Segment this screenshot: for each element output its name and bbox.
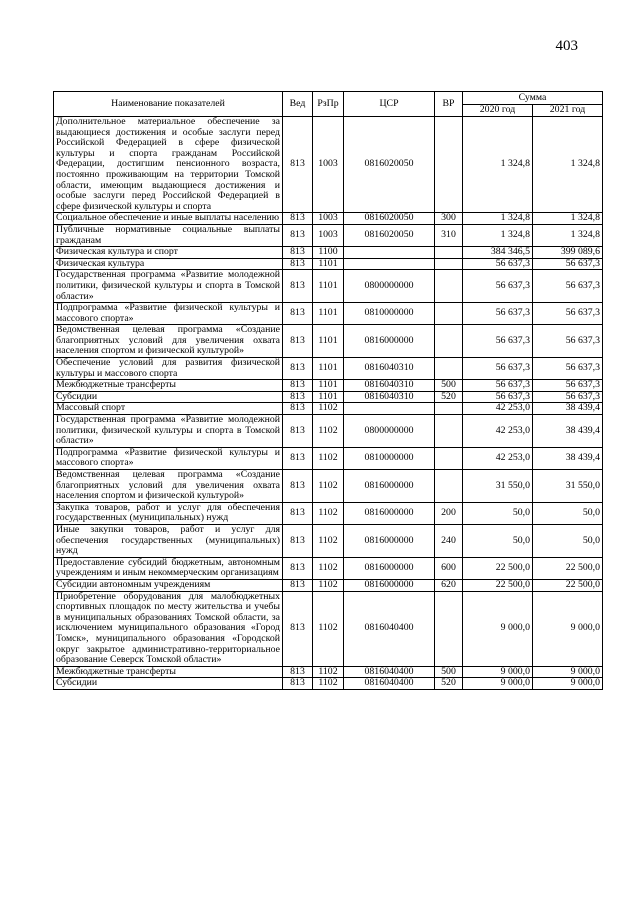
table-row	[54, 502, 603, 524]
cell-2021: 38 439,4	[533, 447, 603, 469]
cell-vr	[435, 470, 463, 503]
cell-csr: 0816040400	[344, 591, 435, 666]
cell-vr	[435, 325, 463, 358]
cell-vr: 520	[435, 391, 463, 403]
cell-name: Дополнительное материальное обеспечение за выдающиеся достижения и особые заслуги перед Российской Федерацией в сфере физической культуры и спорта гражданам Российской Федерации, достигшим пенсионного возраста, постоянно проживающим на территории Томской области, имеющим выдающиеся достижения и особые заслуги перед Российской Федерацией в сфере физической культуры и спорта	[54, 117, 283, 213]
cell-rzpr: 1003	[313, 213, 344, 225]
cell-ved: 813	[283, 358, 313, 380]
cell-csr: 0816040310	[344, 380, 435, 392]
table-row	[54, 258, 603, 270]
cell-ved: 813	[283, 403, 313, 415]
cell-rzpr: 1101	[313, 391, 344, 403]
cell-2021: 1 324,8	[533, 117, 603, 213]
cell-csr: 0816000000	[344, 579, 435, 591]
header-vr: ВР	[435, 92, 463, 117]
page-number: 403	[555, 38, 578, 54]
cell-2020: 42 253,0	[463, 415, 533, 448]
cell-2021: 9 000,0	[533, 666, 603, 678]
cell-ved: 813	[283, 666, 313, 678]
cell-rzpr: 1102	[313, 591, 344, 666]
cell-2021: 56 637,3	[533, 303, 603, 325]
cell-vr	[435, 447, 463, 469]
cell-name: Обеспечение условий для развития физической культуры и массового спорта	[54, 358, 283, 380]
cell-name: Закупка товаров, работ и услуг для обеспечения государственных (муниципальных) нужд	[54, 502, 283, 524]
cell-name: Государственная программа «Развитие молодежной политики, физической культуры и спорта в Томской области»	[54, 415, 283, 448]
cell-2020: 42 253,0	[463, 403, 533, 415]
cell-name: Субсидии	[54, 391, 283, 403]
cell-rzpr: 1102	[313, 579, 344, 591]
cell-2020: 50,0	[463, 524, 533, 557]
cell-vr: 520	[435, 678, 463, 690]
cell-2021: 56 637,3	[533, 358, 603, 380]
cell-csr: 0800000000	[344, 270, 435, 303]
cell-2020: 1 324,8	[463, 117, 533, 213]
cell-csr: 0810000000	[344, 303, 435, 325]
cell-rzpr: 1102	[313, 415, 344, 448]
cell-name: Приобретение оборудования для малобюджетных спортивных площадок по месту жительства и учебы в муниципальных образованиях Томской области, за исключением муниципального образования «Город Томск», муниципального образования «Городской округ закрытое административно-территориальное образование Северск Томской области»	[54, 591, 283, 666]
cell-vr	[435, 358, 463, 380]
cell-vr: 240	[435, 524, 463, 557]
cell-rzpr: 1101	[313, 258, 344, 270]
table-row	[54, 270, 603, 303]
cell-2020: 56 637,3	[463, 303, 533, 325]
cell-ved: 813	[283, 117, 313, 213]
cell-name: Межбюджетные трансферты	[54, 380, 283, 392]
cell-2020: 22 500,0	[463, 579, 533, 591]
cell-csr: 0816000000	[344, 502, 435, 524]
cell-rzpr: 1102	[313, 502, 344, 524]
cell-rzpr: 1101	[313, 325, 344, 358]
cell-2021: 399 089,6	[533, 247, 603, 259]
cell-rzpr: 1101	[313, 358, 344, 380]
cell-ved: 813	[283, 502, 313, 524]
cell-ved: 813	[283, 415, 313, 448]
cell-csr: 0816020050	[344, 117, 435, 213]
cell-name: Социальное обеспечение и иные выплаты населению	[54, 213, 283, 225]
cell-ved: 813	[283, 591, 313, 666]
cell-ved: 813	[283, 325, 313, 358]
cell-vr: 500	[435, 666, 463, 678]
cell-2020: 1 324,8	[463, 213, 533, 225]
table-row	[54, 678, 603, 690]
cell-ved: 813	[283, 258, 313, 270]
cell-name: Субсидии автономным учреждениям	[54, 579, 283, 591]
header-csr: ЦСР	[344, 92, 435, 117]
cell-csr: 0816020050	[344, 224, 435, 246]
cell-csr	[344, 247, 435, 259]
cell-vr	[435, 258, 463, 270]
cell-ved: 813	[283, 391, 313, 403]
cell-vr: 600	[435, 557, 463, 579]
header-year-2021: 2021 год	[533, 105, 603, 117]
cell-csr: 0816040400	[344, 666, 435, 678]
table-row	[54, 358, 603, 380]
cell-rzpr: 1102	[313, 524, 344, 557]
cell-rzpr: 1100	[313, 247, 344, 259]
table-body	[54, 117, 603, 690]
header-year-2020: 2020 год	[463, 105, 533, 117]
cell-rzpr: 1102	[313, 403, 344, 415]
cell-2020: 56 637,3	[463, 391, 533, 403]
cell-2021: 22 500,0	[533, 579, 603, 591]
cell-2021: 56 637,3	[533, 258, 603, 270]
cell-ved: 813	[283, 224, 313, 246]
cell-ved: 813	[283, 524, 313, 557]
cell-csr: 0816000000	[344, 524, 435, 557]
table-row	[54, 470, 603, 503]
cell-2021: 38 439,4	[533, 403, 603, 415]
cell-2020: 9 000,0	[463, 591, 533, 666]
cell-name: Межбюджетные трансферты	[54, 666, 283, 678]
table-row	[54, 247, 603, 259]
cell-2020: 384 346,5	[463, 247, 533, 259]
cell-2021: 38 439,4	[533, 415, 603, 448]
cell-csr: 0816040310	[344, 358, 435, 380]
cell-ved: 813	[283, 579, 313, 591]
cell-csr: 0810000000	[344, 447, 435, 469]
table-row	[54, 579, 603, 591]
cell-ved: 813	[283, 380, 313, 392]
table-row	[54, 557, 603, 579]
cell-csr: 0816000000	[344, 470, 435, 503]
cell-vr: 620	[435, 579, 463, 591]
cell-2020: 56 637,3	[463, 325, 533, 358]
cell-rzpr: 1102	[313, 470, 344, 503]
cell-2021: 9 000,0	[533, 678, 603, 690]
cell-vr	[435, 270, 463, 303]
table-row	[54, 524, 603, 557]
cell-name: Иные закупки товаров, работ и услуг для обеспечения государственных (муниципальных) нужд	[54, 524, 283, 557]
cell-rzpr: 1102	[313, 447, 344, 469]
cell-ved: 813	[283, 213, 313, 225]
header-rzpr: РзПр	[313, 92, 344, 117]
cell-2020: 31 550,0	[463, 470, 533, 503]
cell-2020: 1 324,8	[463, 224, 533, 246]
cell-vr: 200	[435, 502, 463, 524]
cell-vr	[435, 247, 463, 259]
cell-ved: 813	[283, 678, 313, 690]
cell-2020: 9 000,0	[463, 678, 533, 690]
cell-2021: 31 550,0	[533, 470, 603, 503]
cell-2020: 56 637,3	[463, 270, 533, 303]
cell-rzpr: 1101	[313, 270, 344, 303]
table-row	[54, 447, 603, 469]
cell-name: Государственная программа «Развитие молодежной политики, физической культуры и спорта в Томской области»	[54, 270, 283, 303]
cell-2021: 50,0	[533, 502, 603, 524]
cell-2021: 9 000,0	[533, 591, 603, 666]
cell-rzpr: 1101	[313, 380, 344, 392]
cell-csr: 0800000000	[344, 415, 435, 448]
cell-2021: 1 324,8	[533, 213, 603, 225]
cell-csr: 0816040310	[344, 391, 435, 403]
budget-table	[53, 91, 603, 690]
cell-vr	[435, 403, 463, 415]
cell-rzpr: 1102	[313, 678, 344, 690]
cell-name: Публичные нормативные социальные выплаты гражданам	[54, 224, 283, 246]
cell-name: Физическая культура и спорт	[54, 247, 283, 259]
table-row	[54, 591, 603, 666]
cell-csr	[344, 258, 435, 270]
cell-name: Ведомственная целевая программа «Создание благоприятных условий для увеличения охвата населения спортом и физической культурой»	[54, 470, 283, 503]
table-row	[54, 403, 603, 415]
cell-name: Физическая культура	[54, 258, 283, 270]
cell-2021: 1 324,8	[533, 224, 603, 246]
cell-ved: 813	[283, 303, 313, 325]
cell-vr	[435, 117, 463, 213]
cell-rzpr: 1102	[313, 666, 344, 678]
cell-2021: 56 637,3	[533, 270, 603, 303]
cell-ved: 813	[283, 470, 313, 503]
cell-2021: 56 637,3	[533, 380, 603, 392]
cell-2020: 42 253,0	[463, 447, 533, 469]
cell-2020: 9 000,0	[463, 666, 533, 678]
cell-csr: 0816040400	[344, 678, 435, 690]
cell-2020: 56 637,3	[463, 380, 533, 392]
cell-name: Подпрограмма «Развитие физической культуры и массового спорта»	[54, 447, 283, 469]
cell-csr: 0816020050	[344, 213, 435, 225]
cell-2021: 56 637,3	[533, 325, 603, 358]
cell-2021: 50,0	[533, 524, 603, 557]
table-header	[54, 92, 603, 117]
table-row	[54, 117, 603, 213]
cell-rzpr: 1003	[313, 224, 344, 246]
cell-2020: 56 637,3	[463, 358, 533, 380]
cell-csr: 0816000000	[344, 557, 435, 579]
cell-2021: 22 500,0	[533, 557, 603, 579]
cell-ved: 813	[283, 247, 313, 259]
cell-name: Субсидии	[54, 678, 283, 690]
cell-vr	[435, 415, 463, 448]
table-row	[54, 391, 603, 403]
cell-rzpr: 1102	[313, 557, 344, 579]
table-row	[54, 303, 603, 325]
cell-name: Массовый спорт	[54, 403, 283, 415]
cell-rzpr: 1101	[313, 303, 344, 325]
cell-name: Подпрограмма «Развитие физической культуры и массового спорта»	[54, 303, 283, 325]
cell-ved: 813	[283, 270, 313, 303]
cell-vr: 500	[435, 380, 463, 392]
table-row	[54, 224, 603, 246]
table-row	[54, 380, 603, 392]
cell-ved: 813	[283, 557, 313, 579]
cell-2020: 22 500,0	[463, 557, 533, 579]
cell-vr	[435, 303, 463, 325]
cell-rzpr: 1003	[313, 117, 344, 213]
table-row	[54, 213, 603, 225]
cell-2020: 56 637,3	[463, 258, 533, 270]
table-row	[54, 666, 603, 678]
cell-vr: 300	[435, 213, 463, 225]
header-sum: Сумма	[463, 92, 603, 105]
cell-2020: 50,0	[463, 502, 533, 524]
cell-name: Предоставление субсидий бюджетным, автономным учреждениям и иным некоммерческим организациям	[54, 557, 283, 579]
cell-csr	[344, 403, 435, 415]
table-row	[54, 325, 603, 358]
table-row	[54, 415, 603, 448]
cell-name: Ведомственная целевая программа «Создание благоприятных условий для увеличения охвата населения спортом и физической культурой»	[54, 325, 283, 358]
header-name: Наименование показателей	[54, 92, 283, 117]
cell-ved: 813	[283, 447, 313, 469]
header-ved: Вед	[283, 92, 313, 117]
cell-csr: 0816000000	[344, 325, 435, 358]
cell-vr: 310	[435, 224, 463, 246]
cell-vr	[435, 591, 463, 666]
cell-2021: 56 637,3	[533, 391, 603, 403]
